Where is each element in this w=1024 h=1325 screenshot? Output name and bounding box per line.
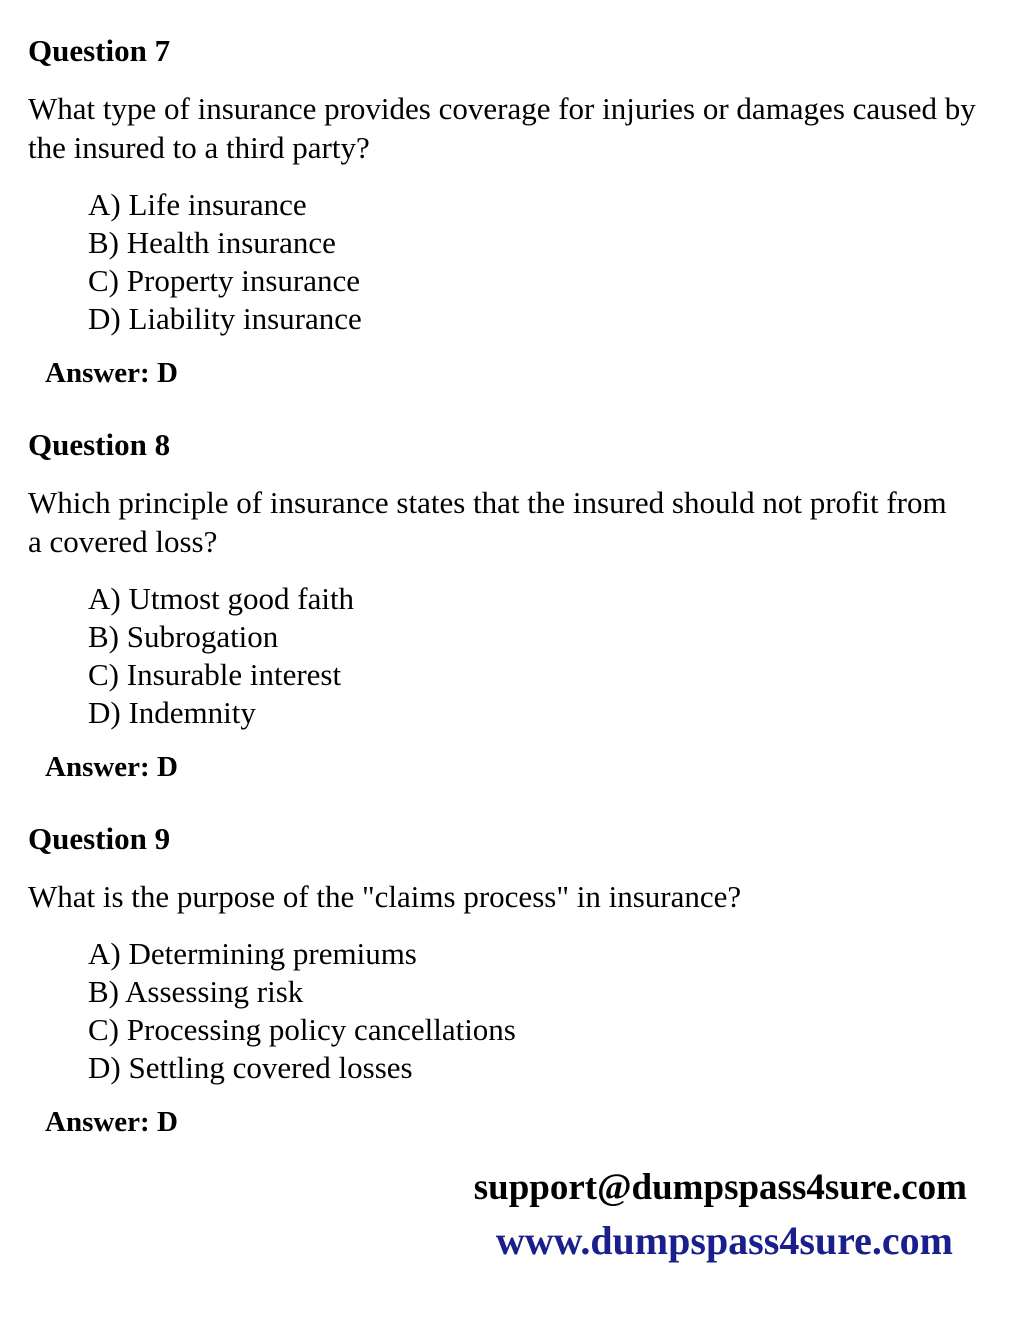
- option-d: D) Indemnity: [88, 695, 256, 730]
- option-b: B) Assessing risk: [88, 974, 304, 1009]
- answer-label: Answer: D: [45, 357, 178, 389]
- question-title: Question 8: [28, 427, 171, 462]
- option-a: A) Life insurance: [88, 187, 307, 222]
- answer-label: Answer: D: [45, 1106, 178, 1138]
- option-a: A) Determining premiums: [88, 936, 417, 971]
- website-link[interactable]: www.dumpspass4sure.com: [495, 1218, 953, 1263]
- options-list: [88, 580, 1018, 732]
- support-email[interactable]: support@dumpspass4sure.com: [473, 1167, 967, 1208]
- option-b: B) Health insurance: [88, 225, 336, 260]
- question-block-9: [28, 822, 1018, 1139]
- option-b: B) Subrogation: [88, 619, 279, 654]
- option-c: C) Processing policy cancellations: [88, 1012, 516, 1047]
- options-list: [88, 935, 1018, 1087]
- option-d: D) Settling covered losses: [88, 1050, 413, 1085]
- question-title: Question 9: [28, 821, 171, 856]
- question-text: What type of insurance provides coverage for injuries or damages caused by the insured to a third party?: [28, 91, 976, 165]
- question-text: Which principle of insurance states that the insured should not profit from a covered loss?: [28, 485, 947, 559]
- option-c: C) Insurable interest: [88, 657, 342, 692]
- question-text: What is the purpose of the "claims process" in insurance?: [28, 879, 742, 914]
- option-a: A) Utmost good faith: [88, 581, 355, 616]
- answer-label: Answer: D: [45, 751, 178, 783]
- question-block-8: [28, 428, 1018, 784]
- option-c: C) Property insurance: [88, 263, 361, 298]
- options-list: [88, 186, 1018, 338]
- question-block-7: [28, 34, 1018, 390]
- option-d: D) Liability insurance: [88, 301, 362, 336]
- question-title: Question 7: [28, 33, 171, 68]
